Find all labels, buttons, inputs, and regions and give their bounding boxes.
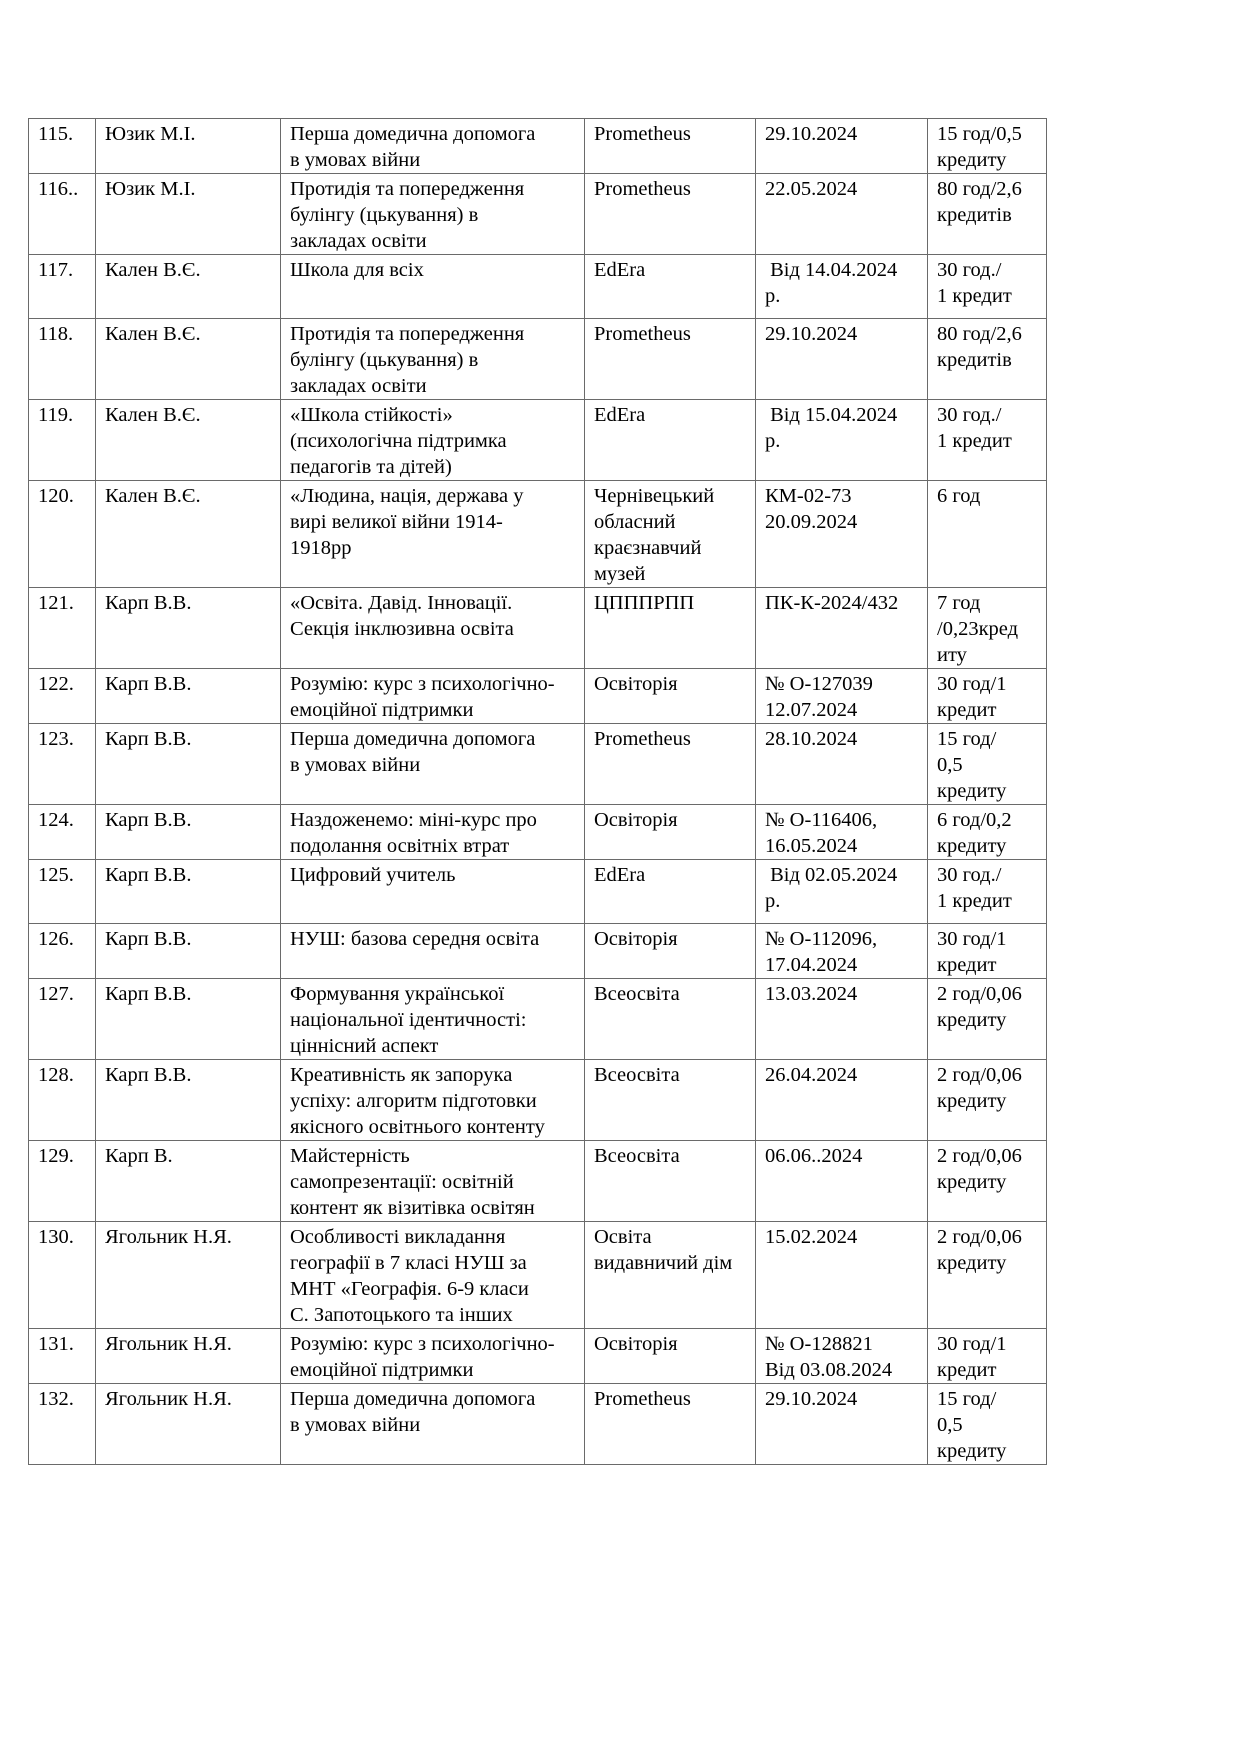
provider-cell: [585, 1141, 756, 1222]
row-number-text: 117.: [38, 259, 74, 281]
course-title-line: в умовах війни: [290, 149, 421, 171]
hours-credits-line: кредиту: [937, 1171, 1007, 1193]
course-title-line: Протидія та попередження: [290, 178, 525, 200]
row-number-cell: [29, 319, 96, 400]
provider-line: Всеосвіта: [594, 1145, 680, 1167]
hours-credits-line: 15 год/: [937, 728, 997, 750]
provider-cell: [585, 724, 756, 805]
table-body: [29, 119, 1047, 1465]
course-title-line: успіху: алгоритм підготовки: [290, 1090, 537, 1112]
training-register-table: [28, 118, 1047, 1465]
certificate-line: 20.09.2024: [765, 511, 858, 533]
row-number-cell: [29, 174, 96, 255]
row-number-cell: [29, 400, 96, 481]
table-row: [29, 805, 1047, 860]
course-title-line: «Людина, нація, держава у: [290, 485, 524, 507]
row-number-cell: [29, 924, 96, 979]
table-row: [29, 860, 1047, 924]
provider-cell: [585, 174, 756, 255]
teacher-name-cell: [96, 319, 281, 400]
course-title-cell: [281, 319, 585, 400]
row-number-text: 124.: [38, 809, 74, 831]
course-title-line: Майстерність: [290, 1145, 410, 1167]
provider-cell: [585, 255, 756, 319]
certificate-line: 17.04.2024: [765, 954, 858, 976]
certificate-cell: [756, 481, 928, 588]
certificate-cell: [756, 1384, 928, 1465]
provider-cell: [585, 1384, 756, 1465]
certificate-cell: [756, 174, 928, 255]
certificate-line: 16.05.2024: [765, 835, 858, 857]
certificate-line: № О-128821: [765, 1333, 873, 1355]
certificate-line: № О-112096,: [765, 928, 878, 950]
provider-line: Prometheus: [594, 323, 691, 345]
certificate-line: 28.10.2024: [765, 728, 858, 750]
hours-credits-line: 1 кредит: [937, 285, 1012, 307]
teacher-name-text: Карп В.В.: [105, 809, 192, 831]
certificate-cell: [756, 805, 928, 860]
course-title-cell: [281, 979, 585, 1060]
course-title-line: Розумію: курс з психологічно-: [290, 1333, 555, 1355]
row-number-text: 120.: [38, 485, 74, 507]
row-number-text: 121.: [38, 592, 74, 614]
course-title-line: «Освіта. Давід. Інновації.: [290, 592, 513, 614]
course-title-cell: [281, 1329, 585, 1384]
certificate-cell: [756, 319, 928, 400]
row-number-cell: [29, 805, 96, 860]
certificate-cell: [756, 669, 928, 724]
teacher-name-cell: [96, 119, 281, 174]
course-title-line: географії в 7 класі НУШ за: [290, 1252, 527, 1274]
teacher-name-text: Кален В.Є.: [105, 323, 201, 345]
course-title-line: Секція інклюзивна освіта: [290, 618, 514, 640]
hours-credits-line: 2 год/0,06: [937, 1145, 1022, 1167]
course-title-line: самопрезентації: освітній: [290, 1171, 514, 1193]
certificate-line: р.: [765, 285, 781, 307]
certificate-line: 29.10.2024: [765, 123, 858, 145]
certificate-cell: [756, 400, 928, 481]
table-row: [29, 1384, 1047, 1465]
provider-cell: [585, 924, 756, 979]
provider-cell: [585, 481, 756, 588]
certificate-line: ПК-К-2024/432: [765, 592, 899, 614]
certificate-line: Від 15.04.2024: [765, 404, 898, 426]
hours-credits-cell: [928, 119, 1047, 174]
provider-line: Освіторія: [594, 809, 678, 831]
teacher-name-text: Карп В.В.: [105, 928, 192, 950]
row-number-text: 125.: [38, 864, 74, 886]
course-title-line: подолання освітніх втрат: [290, 835, 510, 857]
row-number-cell: [29, 1060, 96, 1141]
table-row: [29, 924, 1047, 979]
course-title-line: національної ідентичності:: [290, 1009, 527, 1031]
provider-line: Всеосвіта: [594, 983, 680, 1005]
provider-cell: [585, 805, 756, 860]
hours-credits-line: 7 год: [937, 592, 981, 614]
row-number-text: 132.: [38, 1388, 74, 1410]
hours-credits-line: 0,5: [937, 754, 963, 776]
teacher-name-text: Карп В.В.: [105, 592, 192, 614]
table-row: [29, 119, 1047, 174]
provider-cell: [585, 860, 756, 924]
table-row: [29, 724, 1047, 805]
hours-credits-line: 6 год/0,2: [937, 809, 1012, 831]
provider-line: EdEra: [594, 864, 646, 886]
hours-credits-line: 80 год/2,6: [937, 323, 1022, 345]
teacher-name-cell: [96, 724, 281, 805]
certificate-line: КМ-02-73: [765, 485, 852, 507]
course-title-line: Особливості викладання: [290, 1226, 506, 1248]
certificate-cell: [756, 860, 928, 924]
certificate-cell: [756, 255, 928, 319]
provider-line: краєзнавчий: [594, 537, 702, 559]
teacher-name-cell: [96, 1384, 281, 1465]
row-number-cell: [29, 588, 96, 669]
provider-cell: [585, 400, 756, 481]
row-number-text: 127.: [38, 983, 74, 1005]
table-row: [29, 669, 1047, 724]
certificate-line: Від 02.05.2024: [765, 864, 898, 886]
hours-credits-line: иту: [937, 644, 967, 666]
provider-line: Prometheus: [594, 123, 691, 145]
course-title-cell: [281, 924, 585, 979]
hours-credits-line: 15 год/0,5: [937, 123, 1022, 145]
hours-credits-line: 30 год./: [937, 259, 1002, 281]
course-title-line: в умовах війни: [290, 1414, 421, 1436]
course-title-line: емоційної підтримки: [290, 1359, 474, 1381]
hours-credits-line: кредиту: [937, 835, 1007, 857]
hours-credits-cell: [928, 805, 1047, 860]
teacher-name-text: Юзик М.І.: [105, 178, 196, 200]
certificate-cell: [756, 1060, 928, 1141]
course-title-line: в умовах війни: [290, 754, 421, 776]
course-title-line: ціннісний аспект: [290, 1035, 439, 1057]
certificate-line: 06.06..2024: [765, 1145, 863, 1167]
certificate-cell: [756, 924, 928, 979]
provider-cell: [585, 669, 756, 724]
teacher-name-text: Юзик М.І.: [105, 123, 196, 145]
certificate-line: 12.07.2024: [765, 699, 858, 721]
teacher-name-cell: [96, 1222, 281, 1329]
course-title-line: Наздоженемо: міні-курс про: [290, 809, 537, 831]
teacher-name-text: Ягольник Н.Я.: [105, 1226, 232, 1248]
certificate-line: 15.02.2024: [765, 1226, 858, 1248]
certificate-line: р.: [765, 890, 781, 912]
teacher-name-text: Кален В.Є.: [105, 485, 201, 507]
teacher-name-text: Кален В.Є.: [105, 404, 201, 426]
teacher-name-text: Карп В.В.: [105, 864, 192, 886]
certificate-cell: [756, 588, 928, 669]
course-title-cell: [281, 255, 585, 319]
course-title-line: емоційної підтримки: [290, 699, 474, 721]
course-title-line: якісного освітнього контенту: [290, 1116, 545, 1138]
hours-credits-line: кредиту: [937, 1440, 1007, 1462]
certificate-cell: [756, 1141, 928, 1222]
hours-credits-cell: [928, 1384, 1047, 1465]
course-title-line: 1918рр: [290, 537, 352, 559]
certificate-line: Від 14.04.2024: [765, 259, 898, 281]
teacher-name-text: Ягольник Н.Я.: [105, 1388, 232, 1410]
table-row: [29, 1060, 1047, 1141]
teacher-name-text: Кален В.Є.: [105, 259, 201, 281]
teacher-name-cell: [96, 860, 281, 924]
provider-line: Чернівецький: [594, 485, 715, 507]
provider-line: Prometheus: [594, 728, 691, 750]
row-number-text: 123.: [38, 728, 74, 750]
row-number-cell: [29, 119, 96, 174]
course-title-line: С. Запотоцького та інших: [290, 1304, 513, 1326]
provider-line: Освіторія: [594, 1333, 678, 1355]
row-number-text: 116..: [38, 178, 79, 200]
hours-credits-line: кредиту: [937, 1090, 1007, 1112]
provider-cell: [585, 588, 756, 669]
course-title-line: контент як візитівка освітян: [290, 1197, 535, 1219]
teacher-name-text: Карп В.В.: [105, 1064, 192, 1086]
provider-cell: [585, 1329, 756, 1384]
course-title-line: Цифровий учитель: [290, 864, 456, 886]
hours-credits-cell: [928, 860, 1047, 924]
teacher-name-text: Карп В.В.: [105, 983, 192, 1005]
course-title-cell: [281, 481, 585, 588]
table-row: [29, 979, 1047, 1060]
hours-credits-line: 30 год/1: [937, 1333, 1007, 1355]
provider-line: обласний: [594, 511, 676, 533]
hours-credits-cell: [928, 255, 1047, 319]
hours-credits-line: 80 год/2,6: [937, 178, 1022, 200]
row-number-text: 119.: [38, 404, 74, 426]
row-number-text: 118.: [38, 323, 74, 345]
row-number-text: 126.: [38, 928, 74, 950]
row-number-text: 122.: [38, 673, 74, 695]
provider-line: видавничий дім: [594, 1252, 733, 1274]
course-title-cell: [281, 805, 585, 860]
course-title-line: булінгу (цькування) в: [290, 349, 479, 371]
provider-line: Prometheus: [594, 178, 691, 200]
provider-line: Всеосвіта: [594, 1064, 680, 1086]
provider-cell: [585, 1060, 756, 1141]
teacher-name-text: Ягольник Н.Я.: [105, 1333, 232, 1355]
teacher-name-cell: [96, 174, 281, 255]
teacher-name-cell: [96, 1060, 281, 1141]
teacher-name-text: Карп В.В.: [105, 673, 192, 695]
hours-credits-line: кредиту: [937, 149, 1007, 171]
hours-credits-cell: [928, 400, 1047, 481]
course-title-cell: [281, 1222, 585, 1329]
provider-line: Освіта: [594, 1226, 652, 1248]
hours-credits-line: 30 год/1: [937, 928, 1007, 950]
provider-line: музей: [594, 563, 646, 585]
course-title-line: булінгу (цькування) в: [290, 204, 479, 226]
table-row: [29, 319, 1047, 400]
course-title-cell: [281, 119, 585, 174]
hours-credits-cell: [928, 979, 1047, 1060]
provider-line: Освіторія: [594, 928, 678, 950]
certificate-line: № О-127039: [765, 673, 873, 695]
provider-cell: [585, 119, 756, 174]
hours-credits-cell: [928, 1060, 1047, 1141]
course-title-cell: [281, 669, 585, 724]
course-title-line: «Школа стійкості»: [290, 404, 453, 426]
row-number-cell: [29, 1141, 96, 1222]
provider-line: EdEra: [594, 404, 646, 426]
course-title-line: Перша домедична допомога: [290, 728, 536, 750]
hours-credits-line: 2 год/0,06: [937, 1064, 1022, 1086]
row-number-text: 129.: [38, 1145, 74, 1167]
teacher-name-cell: [96, 924, 281, 979]
certificate-line: Від 03.08.2024: [765, 1359, 893, 1381]
table-row: [29, 400, 1047, 481]
course-title-line: закладах освіти: [290, 375, 427, 397]
hours-credits-line: 30 год./: [937, 404, 1002, 426]
hours-credits-line: 1 кредит: [937, 430, 1012, 452]
table-row: [29, 1141, 1047, 1222]
certificate-cell: [756, 119, 928, 174]
hours-credits-cell: [928, 1329, 1047, 1384]
row-number-text: 131.: [38, 1333, 74, 1355]
course-title-cell: [281, 1141, 585, 1222]
certificate-line: 29.10.2024: [765, 323, 858, 345]
row-number-cell: [29, 979, 96, 1060]
table-row: [29, 588, 1047, 669]
course-title-line: закладах освіти: [290, 230, 427, 252]
teacher-name-cell: [96, 979, 281, 1060]
certificate-line: 29.10.2024: [765, 1388, 858, 1410]
course-title-line: Розумію: курс з психологічно-: [290, 673, 555, 695]
course-title-cell: [281, 860, 585, 924]
row-number-cell: [29, 1222, 96, 1329]
certificate-cell: [756, 1222, 928, 1329]
row-number-cell: [29, 669, 96, 724]
teacher-name-cell: [96, 1329, 281, 1384]
course-title-line: Перша домедична допомога: [290, 1388, 536, 1410]
provider-cell: [585, 1222, 756, 1329]
row-number-text: 128.: [38, 1064, 74, 1086]
row-number-cell: [29, 860, 96, 924]
hours-credits-line: кредит: [937, 1359, 997, 1381]
table-row: [29, 1329, 1047, 1384]
provider-line: ЦПППРПП: [594, 592, 695, 614]
hours-credits-line: 1 кредит: [937, 890, 1012, 912]
course-title-line: педагогів та дітей): [290, 456, 452, 478]
course-title-cell: [281, 1060, 585, 1141]
hours-credits-line: кредит: [937, 954, 997, 976]
course-title-line: Формування української: [290, 983, 505, 1005]
course-title-line: Креативність як запорука: [290, 1064, 513, 1086]
certificate-cell: [756, 724, 928, 805]
certificate-line: № О-116406,: [765, 809, 878, 831]
course-title-cell: [281, 588, 585, 669]
provider-line: EdEra: [594, 259, 646, 281]
table-row: [29, 1222, 1047, 1329]
hours-credits-cell: [928, 1222, 1047, 1329]
provider-cell: [585, 979, 756, 1060]
teacher-name-text: Карп В.В.: [105, 728, 192, 750]
hours-credits-line: 6 год: [937, 485, 981, 507]
hours-credits-cell: [928, 1141, 1047, 1222]
hours-credits-cell: [928, 319, 1047, 400]
row-number-cell: [29, 481, 96, 588]
teacher-name-text: Карп В.: [105, 1145, 173, 1167]
certificate-cell: [756, 979, 928, 1060]
hours-credits-line: кредиту: [937, 1252, 1007, 1274]
certificate-line: 13.03.2024: [765, 983, 858, 1005]
table-row: [29, 481, 1047, 588]
course-title-line: Перша домедична допомога: [290, 123, 536, 145]
hours-credits-cell: [928, 588, 1047, 669]
teacher-name-cell: [96, 805, 281, 860]
course-title-line: МНТ «Географія. 6-9 класи: [290, 1278, 529, 1300]
teacher-name-cell: [96, 669, 281, 724]
hours-credits-line: кредитів: [937, 204, 1012, 226]
certificate-line: 22.05.2024: [765, 178, 858, 200]
hours-credits-line: кредитів: [937, 349, 1012, 371]
course-title-line: (психологічна підтримка: [290, 430, 507, 452]
row-number-text: 130.: [38, 1226, 74, 1248]
teacher-name-cell: [96, 255, 281, 319]
hours-credits-line: кредиту: [937, 780, 1007, 802]
course-title-line: Школа для всіх: [290, 259, 424, 281]
teacher-name-cell: [96, 481, 281, 588]
teacher-name-cell: [96, 588, 281, 669]
table-row: [29, 255, 1047, 319]
row-number-cell: [29, 255, 96, 319]
row-number-text: 115.: [38, 123, 74, 145]
course-title-line: Протидія та попередження: [290, 323, 525, 345]
row-number-cell: [29, 1384, 96, 1465]
hours-credits-line: 15 год/: [937, 1388, 997, 1410]
teacher-name-cell: [96, 1141, 281, 1222]
hours-credits-line: /0,23кред: [937, 618, 1019, 640]
hours-credits-line: 30 год/1: [937, 673, 1007, 695]
hours-credits-line: 2 год/0,06: [937, 983, 1022, 1005]
certificate-cell: [756, 1329, 928, 1384]
provider-cell: [585, 319, 756, 400]
hours-credits-line: 2 год/0,06: [937, 1226, 1022, 1248]
hours-credits-cell: [928, 924, 1047, 979]
course-title-cell: [281, 400, 585, 481]
hours-credits-line: кредит: [937, 699, 997, 721]
certificate-line: 26.04.2024: [765, 1064, 858, 1086]
course-title-cell: [281, 174, 585, 255]
certificate-line: р.: [765, 430, 781, 452]
hours-credits-cell: [928, 174, 1047, 255]
course-title-cell: [281, 724, 585, 805]
hours-credits-line: кредиту: [937, 1009, 1007, 1031]
teacher-name-cell: [96, 400, 281, 481]
course-title-line: вирі великої війни 1914-: [290, 511, 503, 533]
provider-line: Prometheus: [594, 1388, 691, 1410]
row-number-cell: [29, 1329, 96, 1384]
hours-credits-cell: [928, 724, 1047, 805]
row-number-cell: [29, 724, 96, 805]
hours-credits-cell: [928, 481, 1047, 588]
hours-credits-line: 0,5: [937, 1414, 963, 1436]
course-title-cell: [281, 1384, 585, 1465]
hours-credits-cell: [928, 669, 1047, 724]
course-title-line: НУШ: базова середня освіта: [290, 928, 540, 950]
provider-line: Освіторія: [594, 673, 678, 695]
table-row: [29, 174, 1047, 255]
hours-credits-line: 30 год./: [937, 864, 1002, 886]
